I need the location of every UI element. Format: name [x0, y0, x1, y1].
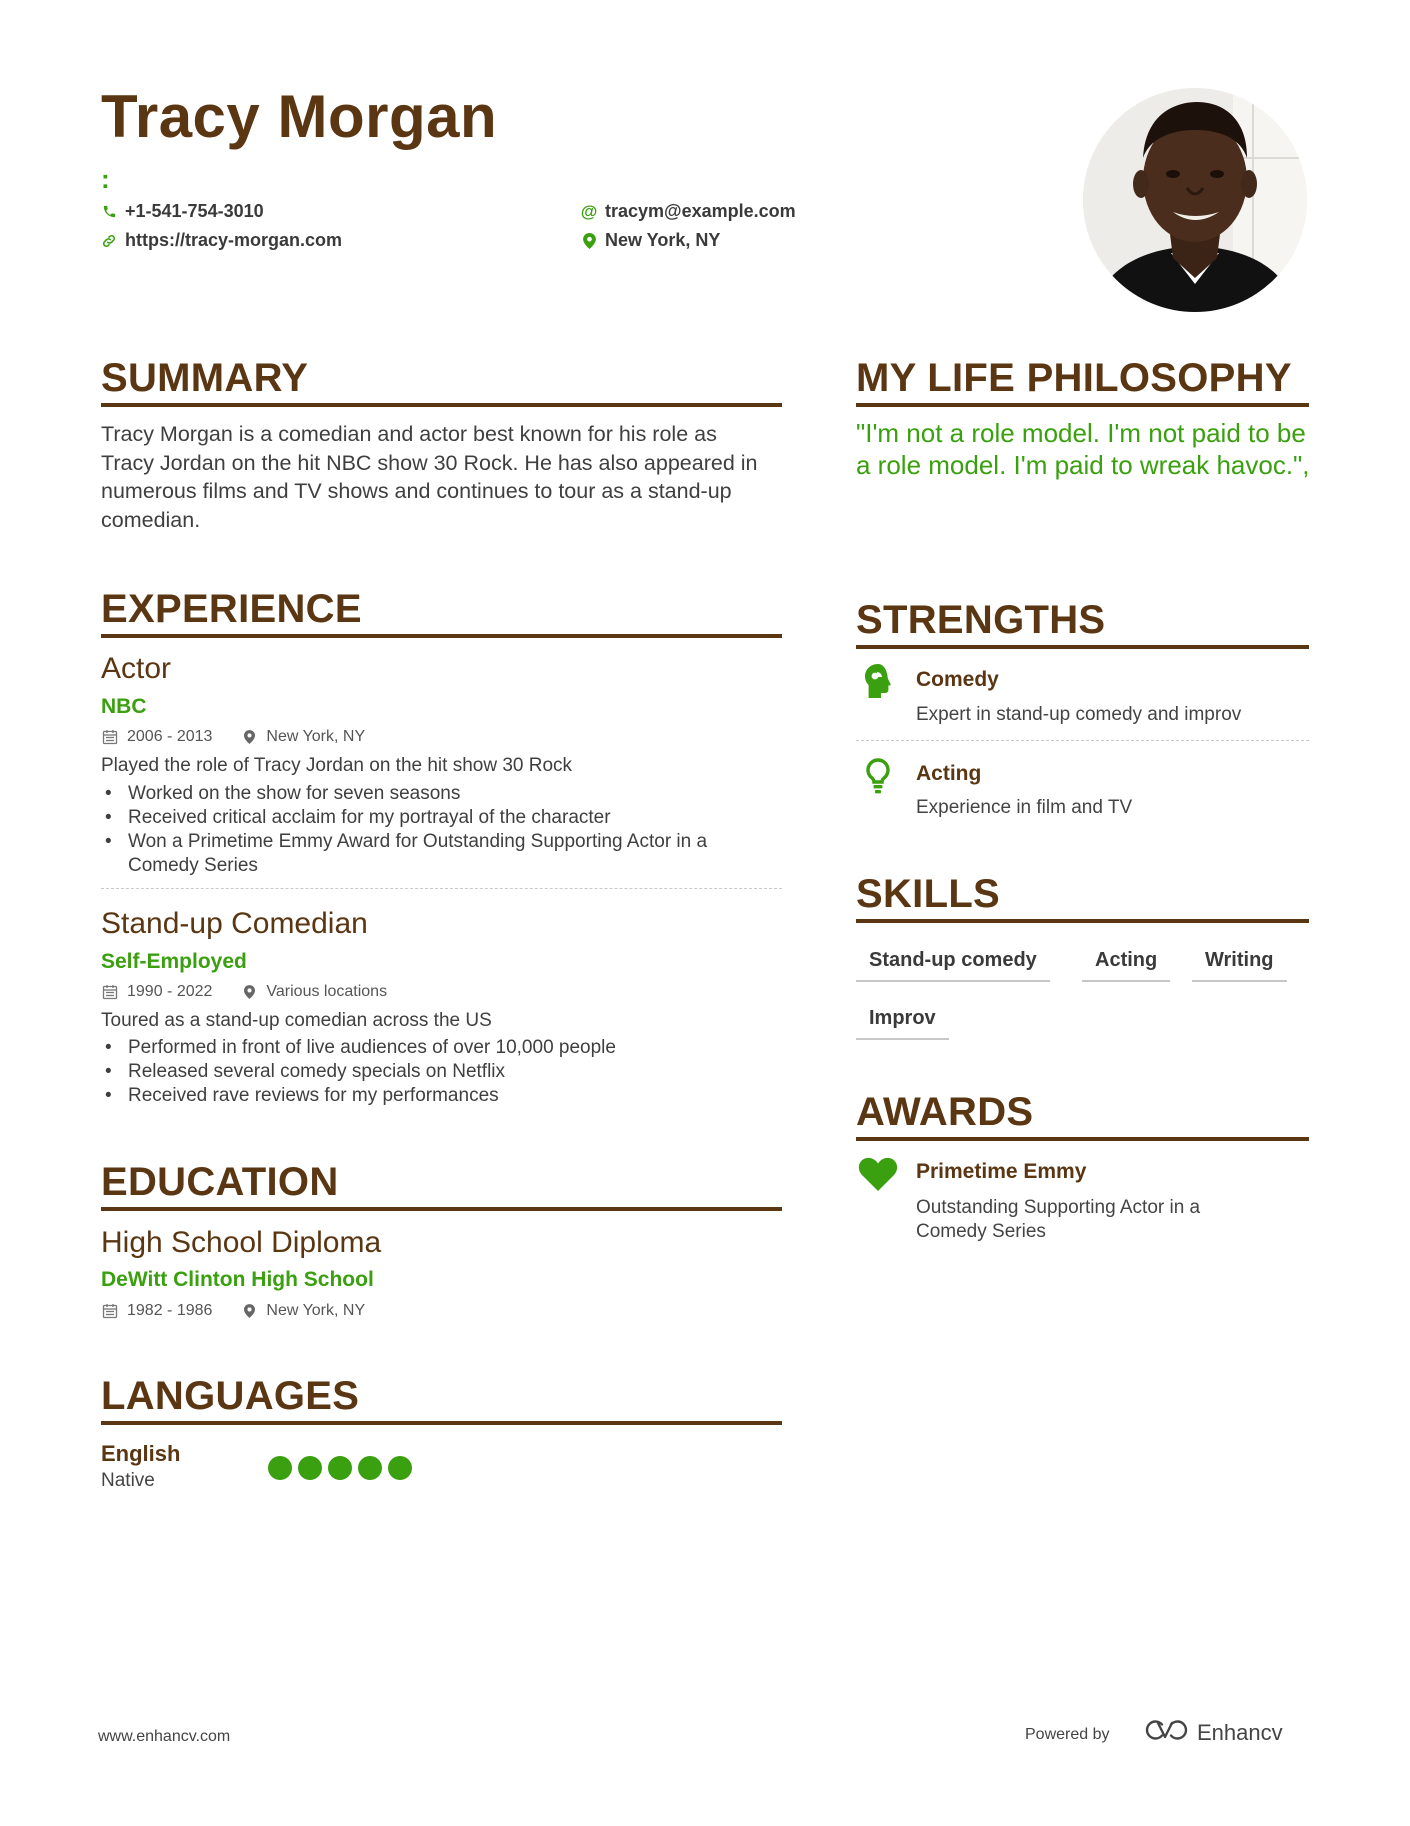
profile-photo	[1083, 88, 1307, 312]
education-dates: 1982 - 1986	[127, 1302, 213, 1319]
awards-rule	[856, 1137, 1309, 1141]
job-bullet: • Received critical acclaim for my portrayal of the character	[101, 806, 781, 830]
award-description: Outstanding Supporting Actor in a Comedy Series	[916, 1197, 1201, 1242]
job-location: New York, NY	[266, 728, 366, 745]
education-degree: High School Diploma	[101, 1226, 382, 1259]
summary-text: Tracy Morgan is a comedian and actor best known for his role as Tracy Jordan on the hit NBC show 30 Rock. He has also appeared in numerous films and TV shows and continues to tour as a stand-up comedian.	[101, 422, 758, 532]
calendar-icon	[101, 1302, 119, 1320]
rating-dot	[298, 1456, 322, 1480]
lightbulb-icon	[862, 757, 896, 797]
summary-rule	[101, 403, 782, 407]
language-rating	[268, 1456, 412, 1480]
experience-rule	[101, 634, 782, 638]
calendar-icon	[101, 728, 119, 746]
enhancv-logo-icon	[1143, 1718, 1189, 1748]
philosophy-rule	[856, 403, 1309, 407]
contact-website[interactable]	[101, 230, 342, 251]
job-description: Played the role of Tracy Jordan on the hit show 30 Rock	[101, 755, 573, 776]
location-pin-icon	[240, 983, 258, 1001]
website-text: https://tracy-morgan.com	[125, 230, 343, 250]
strength-title: Comedy	[916, 668, 999, 691]
education-school: DeWitt Clinton High School	[101, 1268, 374, 1291]
job-company: NBC	[101, 695, 147, 718]
skill-tag: Improv	[856, 1007, 949, 1040]
footer-powered-by: Powered by	[1025, 1726, 1110, 1743]
languages-heading: LANGUAGES	[101, 1374, 360, 1418]
head-icon	[862, 662, 896, 702]
strengths-heading: STRENGTHS	[856, 598, 1106, 642]
email-text: tracym@example.com	[605, 201, 796, 221]
language-name: English	[101, 1441, 181, 1466]
language-level: Native	[101, 1470, 155, 1491]
job-description: Toured as a stand-up comedian across the US	[101, 1010, 492, 1031]
education-meta	[101, 1302, 365, 1320]
education-location: New York, NY	[266, 1302, 366, 1319]
location-pin-icon	[581, 233, 597, 249]
link-icon	[101, 233, 117, 249]
job-role: Actor	[101, 652, 172, 685]
education-heading: EDUCATION	[101, 1160, 339, 1204]
strength-description: Experience in film and TV	[916, 797, 1133, 818]
skill-tag: Writing	[1192, 949, 1287, 982]
candidate-name: Tracy Morgan	[101, 83, 498, 150]
strength-title: Acting	[916, 762, 982, 785]
rating-dot	[328, 1456, 352, 1480]
footer-website-link[interactable]: www.enhancv.com	[98, 1728, 231, 1745]
job-meta	[101, 983, 387, 1001]
awards-heading: AWARDS	[856, 1090, 1034, 1134]
skill-tag: Acting	[1082, 949, 1170, 982]
education-rule	[101, 1207, 782, 1211]
footer-brand-logo[interactable]	[1143, 1718, 1283, 1748]
job-dates: 2006 - 2013	[127, 728, 213, 745]
philosophy-quote: "I'm not a role model. I'm not paid to be a role model. I'm paid to wreak havoc.",	[856, 418, 1310, 480]
job-bullet: • Released several comedy specials on Netflix	[101, 1060, 781, 1084]
job-bullet: • Won a Primetime Emmy Award for Outstanding Supporting Actor in a Comedy Series	[101, 830, 781, 878]
job-role: Stand-up Comedian	[101, 907, 368, 940]
job-bullet: • Worked on the show for seven seasons	[101, 782, 781, 806]
skills-heading: SKILLS	[856, 872, 1001, 916]
rating-dot	[358, 1456, 382, 1480]
job-separator	[101, 888, 782, 889]
experience-heading: EXPERIENCE	[101, 587, 362, 631]
contact-location	[581, 230, 720, 251]
heart-icon	[858, 1156, 898, 1196]
skill-tag: Stand-up comedy	[856, 949, 1050, 982]
at-icon: @	[580, 201, 598, 221]
location-pin-icon	[240, 1302, 258, 1320]
strength-separator	[856, 740, 1309, 741]
job-company: Self-Employed	[101, 950, 247, 973]
job-meta	[101, 728, 365, 746]
philosophy-heading: MY LIFE PHILOSOPHY	[856, 356, 1292, 400]
strength-description: Expert in stand-up comedy and improv	[916, 704, 1242, 725]
location-text: New York, NY	[605, 230, 721, 250]
contact-email[interactable]	[581, 201, 796, 222]
award-title: Primetime Emmy	[916, 1160, 1087, 1183]
phone-text: +1-541-754-3010	[125, 201, 264, 221]
skills-rule	[856, 919, 1309, 923]
job-bullet: • Performed in front of live audiences of over 10,000 people	[101, 1036, 781, 1060]
job-location: Various locations	[266, 983, 388, 1000]
contact-phone[interactable]	[101, 201, 264, 222]
strengths-rule	[856, 645, 1309, 649]
job-bullet: • Received rave reviews for my performances	[101, 1084, 781, 1108]
phone-icon	[101, 204, 117, 220]
rating-dot	[388, 1456, 412, 1480]
location-pin-icon	[240, 728, 258, 746]
languages-rule	[101, 1421, 782, 1425]
footer-brand-text: Enhancv	[1197, 1720, 1283, 1745]
rating-dot	[268, 1456, 292, 1480]
job-bullets	[101, 1036, 781, 1108]
candidate-title: :	[101, 164, 110, 194]
calendar-icon	[101, 983, 119, 1001]
summary-heading: SUMMARY	[101, 356, 309, 400]
job-bullets	[101, 782, 781, 878]
job-dates: 1990 - 2022	[127, 983, 213, 1000]
